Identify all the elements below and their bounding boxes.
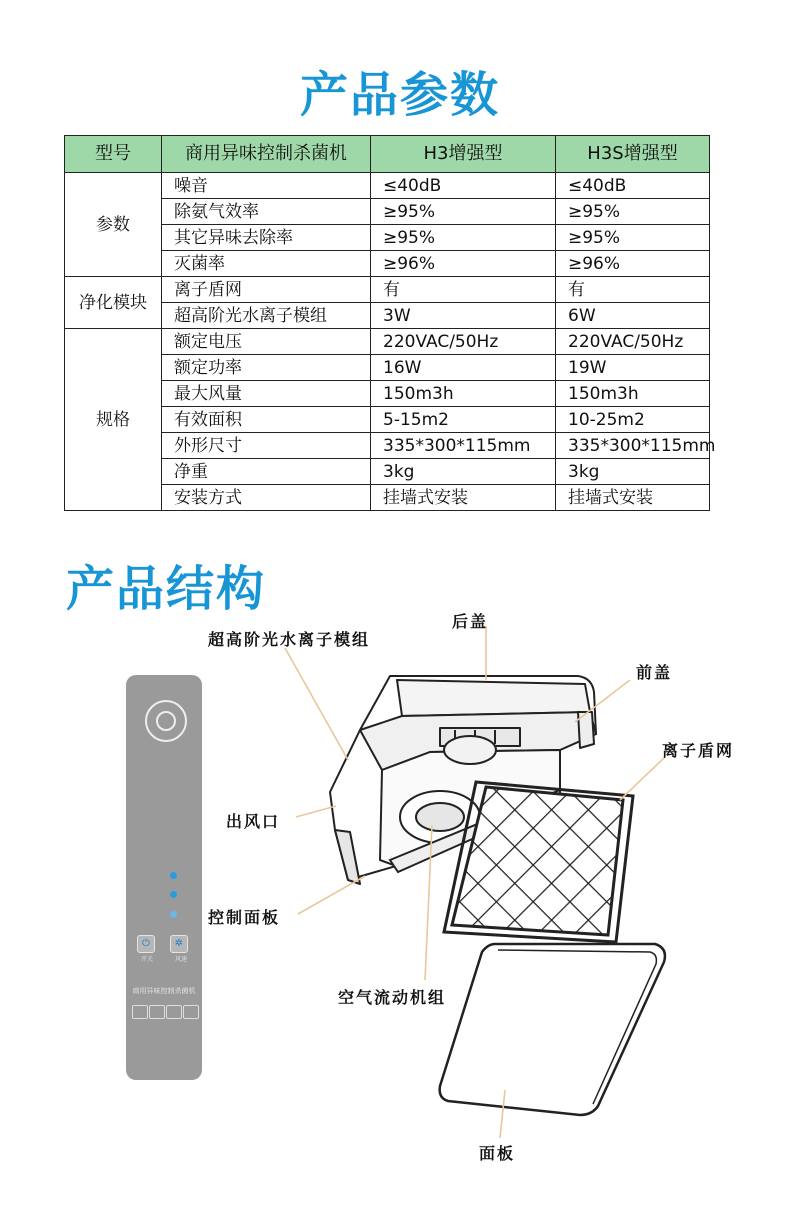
spec-cell-h3: 220VAC/50Hz xyxy=(371,329,556,355)
spec-cell-h3: ≤40dB xyxy=(371,173,556,199)
spec-cell-item: 有效面积 xyxy=(162,407,371,433)
spec-cell-item: 额定电压 xyxy=(162,329,371,355)
spec-cell-item: 外形尺寸 xyxy=(162,433,371,459)
label-module: 超高阶光水离子模组 xyxy=(208,630,371,649)
spec-cell-h3: ≥96% xyxy=(371,251,556,277)
spec-cell-h3s: ≥95% xyxy=(556,199,710,225)
spec-cell-h3: 挂墙式安装 xyxy=(371,485,556,511)
fan-icon: ✲ xyxy=(170,935,188,953)
spec-cell-h3s: ≥95% xyxy=(556,225,710,251)
ion-mesh xyxy=(444,782,633,942)
spec-cell-h3: 3kg xyxy=(371,459,556,485)
structure-section-title: 产品结构 xyxy=(66,561,267,617)
leader-line xyxy=(298,876,365,914)
spec-cell-item: 除氨气效率 xyxy=(162,199,371,225)
spec-cell-item: 净重 xyxy=(162,459,371,485)
spec-cell-h3s: 6W xyxy=(556,303,710,329)
label-rear-cover: 后盖 xyxy=(452,612,489,631)
spec-cell-h3s: ≥96% xyxy=(556,251,710,277)
spec-cell-h3: 有 xyxy=(371,277,556,303)
spec-cell-item: 灭菌率 xyxy=(162,251,371,277)
label-control-panel: 控制面板 xyxy=(208,908,281,927)
spec-cell-h3: ≥95% xyxy=(371,199,556,225)
leader-line xyxy=(620,757,665,800)
spec-cell-h3s: 150m3h xyxy=(556,381,710,407)
leader-line xyxy=(296,806,336,817)
spec-cell-item: 其它异味去除率 xyxy=(162,225,371,251)
params-section-title: 产品参数 xyxy=(299,67,500,123)
header-model: 型号 xyxy=(65,136,162,173)
spec-cell-h3s: 220VAC/50Hz xyxy=(556,329,710,355)
label-front-cover: 前盖 xyxy=(636,663,673,682)
leader-line xyxy=(285,648,348,760)
spec-cell-item: 最大风量 xyxy=(162,381,371,407)
power-icon: ⏻ xyxy=(137,935,155,953)
spec-cell-item: 安装方式 xyxy=(162,485,371,511)
header-product: 商用异味控制杀菌机 xyxy=(162,136,371,173)
label-outlet: 出风口 xyxy=(226,812,281,831)
device-name-text: 商用异味控制杀菌机 xyxy=(132,987,196,995)
label-face-panel: 面板 xyxy=(479,1144,516,1163)
power-label: 开关 xyxy=(140,956,153,963)
spec-cell-h3: 150m3h xyxy=(371,381,556,407)
label-ion-mesh: 离子盾网 xyxy=(662,741,735,760)
spec-cell-item: 额定功率 xyxy=(162,355,371,381)
spec-cell-h3: 5-15m2 xyxy=(371,407,556,433)
spec-cell-h3s: 19W xyxy=(556,355,710,381)
header-h3s: H3S增强型 xyxy=(556,136,710,173)
spec-cell-h3: 3W xyxy=(371,303,556,329)
spec-cell-h3s: 335*300*115mm xyxy=(556,433,710,459)
spec-cell-h3: ≥95% xyxy=(371,225,556,251)
spec-cell-h3s: ≤40dB xyxy=(556,173,710,199)
label-airflow-unit: 空气流动机组 xyxy=(338,988,447,1007)
face-panel-part xyxy=(440,944,665,1115)
spec-cell-item: 噪音 xyxy=(162,173,371,199)
fan-label: 风速 xyxy=(174,956,187,963)
spec-group-name: 规格 xyxy=(65,329,162,511)
spec-cell-h3s: 10-25m2 xyxy=(556,407,710,433)
spec-cell-h3s: 有 xyxy=(556,277,710,303)
spec-cell-item: 离子盾网 xyxy=(162,277,371,303)
spec-cell-item: 超高阶光水离子模组 xyxy=(162,303,371,329)
spec-cell-h3: 16W xyxy=(371,355,556,381)
header-h3: H3增强型 xyxy=(371,136,556,173)
spec-cell-h3s: 挂墙式安装 xyxy=(556,485,710,511)
spec-group-name: 参数 xyxy=(65,173,162,277)
spec-cell-h3s: 3kg xyxy=(556,459,710,485)
spec-group-name: 净化模块 xyxy=(65,277,162,329)
spec-cell-h3: 335*300*115mm xyxy=(371,433,556,459)
